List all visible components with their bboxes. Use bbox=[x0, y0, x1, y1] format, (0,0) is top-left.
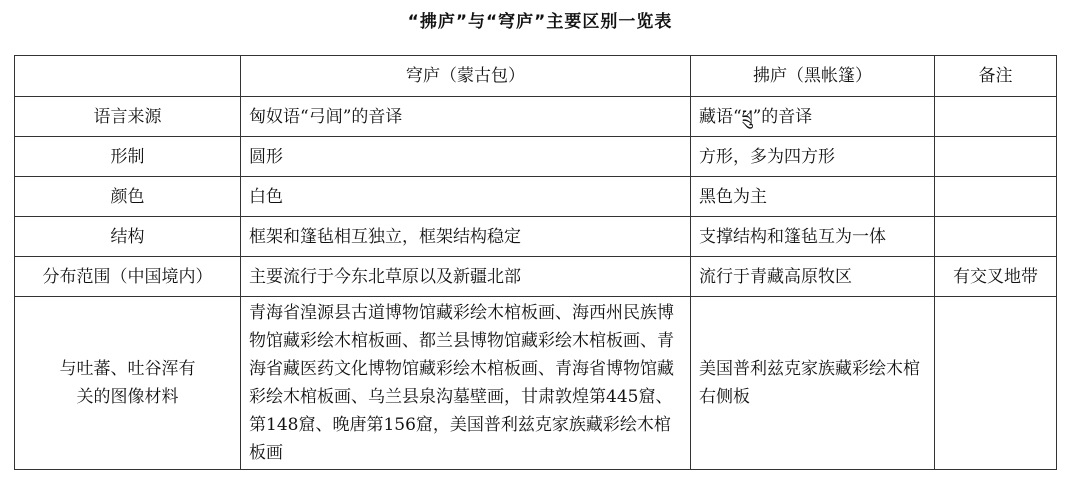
header-qionglu: 穹庐（蒙古包） bbox=[241, 56, 691, 97]
cell-note: 有交叉地带 bbox=[935, 257, 1057, 297]
table-header-row bbox=[15, 56, 1057, 97]
cell-fulu: 流行于青藏高原牧区 bbox=[691, 257, 935, 297]
table-row bbox=[15, 137, 1057, 177]
cell-note bbox=[935, 297, 1057, 470]
cell-note bbox=[935, 217, 1057, 257]
row-label: 与吐蕃、吐谷浑有关的图像材料 bbox=[15, 297, 241, 470]
header-blank bbox=[15, 56, 241, 97]
header-fulu: 拂庐（黑帐篷） bbox=[691, 56, 935, 97]
row-label: 分布范围（中国境内） bbox=[15, 257, 241, 297]
cell-qionglu: 圆形 bbox=[241, 137, 691, 177]
cell-fulu: 藏语“ཕྲུ”的音译 bbox=[691, 97, 935, 137]
table-title: “拂庐”与“穹庐”主要区别一览表 bbox=[407, 12, 673, 32]
row-label: 结构 bbox=[15, 217, 241, 257]
cell-fulu: 美国普利兹克家族藏彩绘木棺右侧板 bbox=[691, 297, 935, 470]
cell-fulu: 支撑结构和篷毡互为一体 bbox=[691, 217, 935, 257]
cell-qionglu: 主要流行于今东北草原以及新疆北部 bbox=[241, 257, 691, 297]
header-note: 备注 bbox=[935, 56, 1057, 97]
row-label: 形制 bbox=[15, 137, 241, 177]
cell-note bbox=[935, 97, 1057, 137]
cell-fulu: 方形，多为四方形 bbox=[691, 137, 935, 177]
table-row bbox=[15, 177, 1057, 217]
row-label: 颜色 bbox=[15, 177, 241, 217]
cell-qionglu: 匈奴语“弓闾”的音译 bbox=[241, 97, 691, 137]
table-row bbox=[15, 257, 1057, 297]
table-row bbox=[15, 297, 1057, 470]
table-row bbox=[15, 217, 1057, 257]
cell-qionglu: 框架和篷毡相互独立，框架结构稳定 bbox=[241, 217, 691, 257]
comparison-table bbox=[14, 55, 1057, 470]
row-label: 语言来源 bbox=[15, 97, 241, 137]
cell-note bbox=[935, 177, 1057, 217]
table-row bbox=[15, 97, 1057, 137]
cell-fulu: 黑色为主 bbox=[691, 177, 935, 217]
cell-qionglu: 青海省湟源县古道博物馆藏彩绘木棺板画、海西州民族博物馆藏彩绘木棺板画、都兰县博物馆藏彩绘木棺板画、青海省藏医药文化博物馆藏彩绘木棺板画、青海省博物馆藏彩绘木棺板画、乌兰县泉沟墓壁画，甘肃敦煌第445窟、第148窟、晚唐第156窟，美国普利兹克家族藏彩绘木棺板画 bbox=[241, 297, 691, 470]
cell-qionglu: 白色 bbox=[241, 177, 691, 217]
cell-note bbox=[935, 137, 1057, 177]
